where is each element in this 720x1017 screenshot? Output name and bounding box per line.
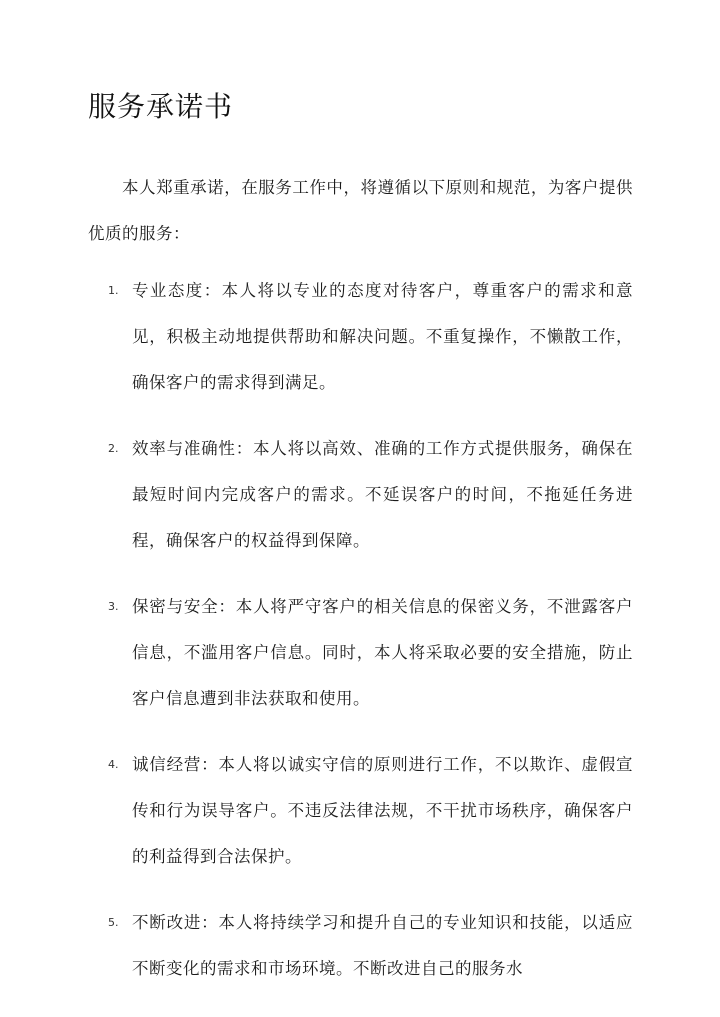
item-number: 5. (108, 916, 119, 929)
list-item (88, 900, 633, 992)
item-number: 2. (108, 442, 119, 455)
item-text: 效率与准确性：本人将以高效、准确的工作方式提供服务，确保在最短时间内完成客户的需求。不延误客户的时间，不拖延任务进程，确保客户的权益得到保障。 (132, 439, 633, 550)
list-item (88, 268, 633, 406)
list-item (88, 426, 633, 564)
list-item (88, 742, 633, 880)
item-text: 诚信经营：本人将以诚实守信的原则进行工作，不以欺诈、虚假宣传和行为误导客户。不违反法律法规，不干扰市场秩序，确保客户的利益得到合法保护。 (132, 755, 633, 866)
commitment-list (88, 268, 633, 1012)
item-number: 1. (108, 284, 119, 297)
document-title: 服务承诺书 (88, 90, 234, 123)
list-item (88, 584, 633, 722)
item-text: 专业态度：本人将以专业的态度对待客户，尊重客户的需求和意见，积极主动地提供帮助和解决问题。不重复操作，不懒散工作，确保客户的需求得到满足。 (132, 281, 633, 392)
item-number: 3. (108, 600, 119, 613)
item-number: 4. (108, 758, 119, 771)
intro-paragraph: 本人郑重承诺，在服务工作中，将遵循以下原则和规范，为客户提供优质的服务： (88, 178, 633, 243)
item-text: 不断改进：本人将持续学习和提升自己的专业知识和技能，以适应不断变化的需求和市场环境。不断改进自己的服务水 (132, 913, 633, 978)
item-text: 保密与安全：本人将严守客户的相关信息的保密义务，不泄露客户信息，不滥用客户信息。同时，本人将采取必要的安全措施，防止客户信息遭到非法获取和使用。 (132, 597, 633, 708)
